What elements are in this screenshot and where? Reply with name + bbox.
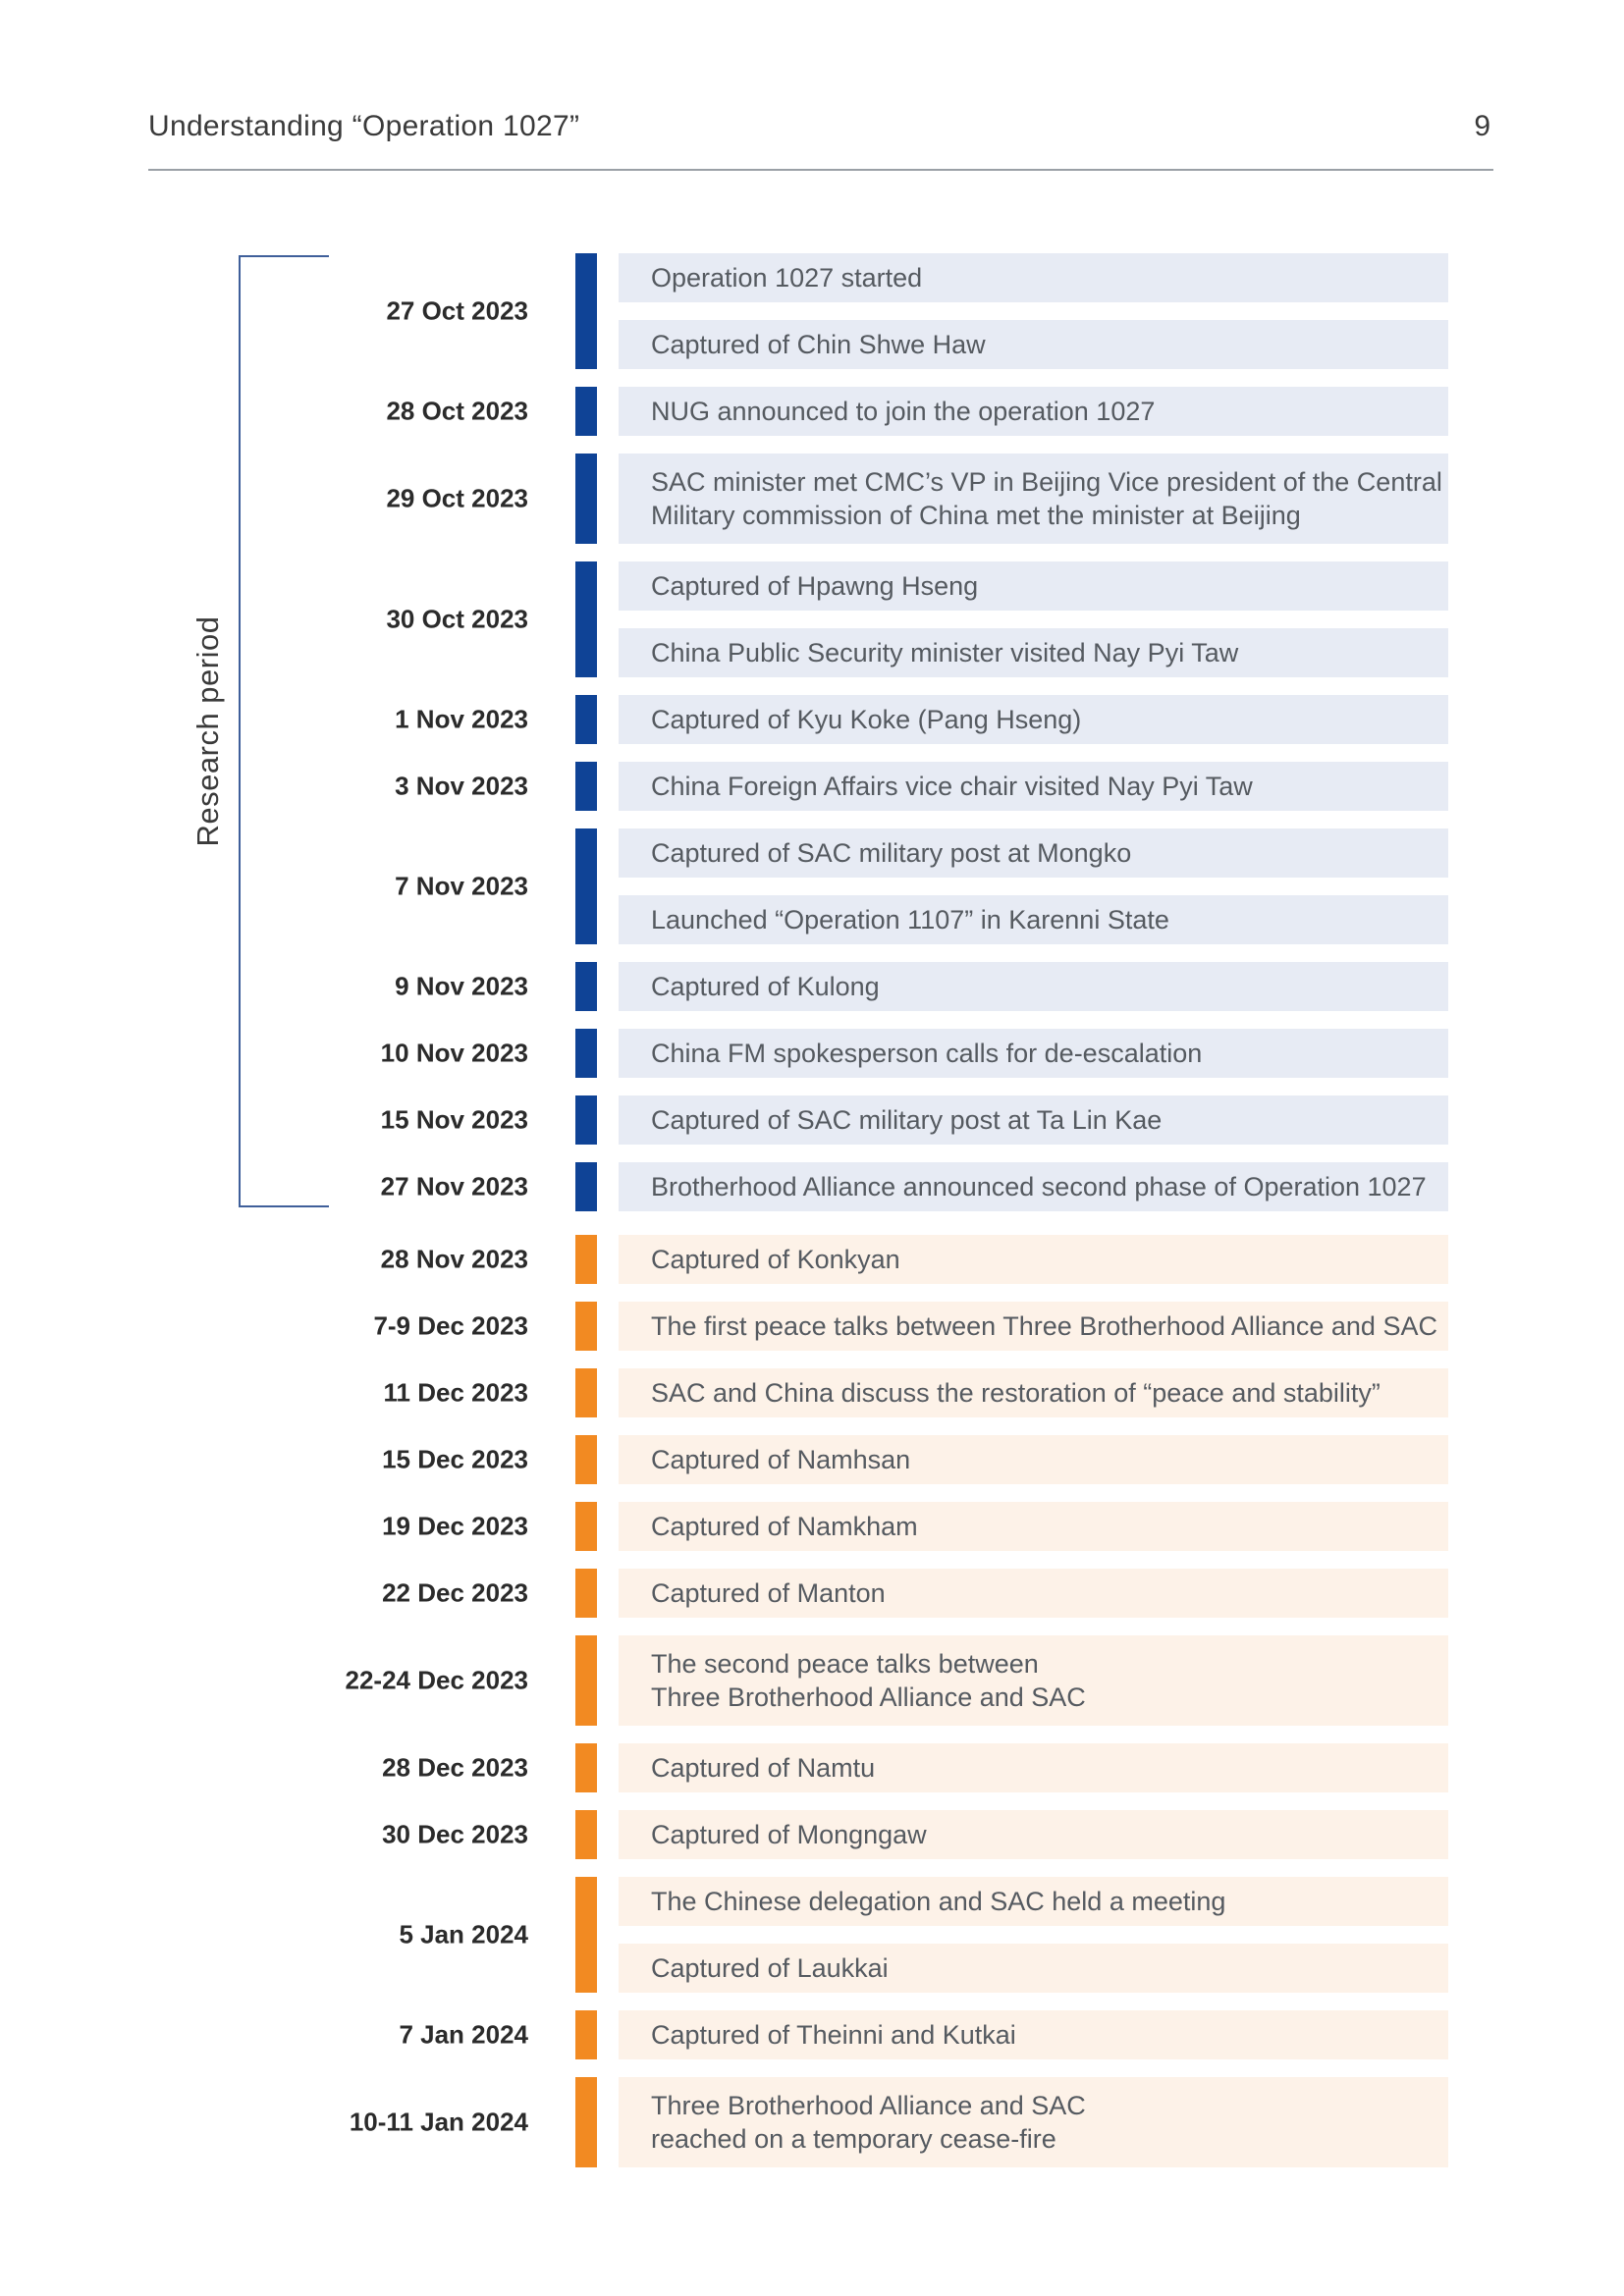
timeline-event-text: Captured of Namhsan (651, 1445, 911, 1474)
timeline-event (619, 762, 1448, 811)
timeline-event (619, 895, 1448, 944)
timeline-marker-bar (575, 962, 597, 1011)
timeline-event (619, 1877, 1448, 1926)
timeline-date: 5 Jan 2024 (399, 1919, 528, 1949)
timeline-date: 7 Jan 2024 (399, 2019, 528, 2050)
timeline-event-text: Brotherhood Alliance announced second phase of Operation 1027 (651, 1172, 1427, 1201)
timeline-date: 22 Dec 2023 (382, 1577, 528, 1608)
page-number: 9 (1474, 110, 1490, 142)
timeline-marker-bar (575, 387, 597, 436)
timeline-event (619, 1029, 1448, 1078)
timeline-event-text: China FM spokesperson calls for de-escalation (651, 1039, 1203, 1068)
timeline-event (619, 1095, 1448, 1145)
timeline-event-text: China Public Security minister visited Nay Pyi Taw (651, 638, 1239, 667)
timeline-event-text: Captured of Theinni and Kutkai (651, 2020, 1016, 2050)
timeline-event-text: Captured of Namtu (651, 1753, 876, 1783)
header-divider (148, 169, 1493, 171)
timeline-event (619, 1435, 1448, 1484)
timeline-marker-bar (575, 1502, 597, 1551)
timeline-marker-bar (575, 561, 597, 677)
timeline-date: 15 Nov 2023 (380, 1104, 528, 1135)
timeline-marker-bar (575, 1029, 597, 1078)
timeline-date: 22-24 Dec 2023 (345, 1665, 528, 1695)
timeline-date: 7 Nov 2023 (395, 871, 528, 901)
timeline-marker-bar (575, 1743, 597, 1792)
timeline-event (619, 387, 1448, 436)
timeline-event (619, 695, 1448, 744)
timeline-event-text: Captured of Chin Shwe Haw (651, 330, 986, 359)
timeline-event-text: Captured of Kyu Koke (Pang Hseng) (651, 705, 1082, 734)
timeline-marker-bar (575, 1569, 597, 1618)
timeline-event (619, 253, 1448, 302)
timeline-event (619, 1810, 1448, 1859)
timeline-date: 10 Nov 2023 (380, 1038, 528, 1068)
timeline-date: 28 Nov 2023 (380, 1244, 528, 1274)
timeline-event (619, 628, 1448, 677)
timeline-event (619, 962, 1448, 1011)
timeline-event (619, 1368, 1448, 1417)
timeline-date: 28 Dec 2023 (382, 1752, 528, 1783)
timeline-event-text: Captured of Kulong (651, 972, 880, 1001)
timeline-event-text: Captured of Konkyan (651, 1245, 900, 1274)
timeline-event-text: Launched “Operation 1107” in Karenni State (651, 905, 1169, 934)
timeline-event-text: Captured of SAC military post at Mongko (651, 838, 1132, 868)
timeline-date: 27 Nov 2023 (380, 1171, 528, 1201)
timeline-marker-bar (575, 1635, 597, 1726)
timeline-event-text: Three Brotherhood Alliance and SAC reached on a temporary cease-fire (651, 2091, 1086, 2154)
timeline-event-text: NUG announced to join the operation 1027 (651, 397, 1156, 426)
timeline-date: 27 Oct 2023 (386, 295, 528, 326)
timeline-marker-bar (575, 454, 597, 544)
timeline-event-text: The second peace talks between Three Brotherhood Alliance and SAC (651, 1649, 1086, 1712)
timeline-date: 10-11 Jan 2024 (349, 2107, 528, 2137)
timeline-marker-bar (575, 1302, 597, 1351)
timeline-date: 15 Dec 2023 (382, 1444, 528, 1474)
timeline-date: 30 Dec 2023 (382, 1819, 528, 1849)
timeline-marker-bar (575, 253, 597, 369)
timeline-event (619, 2077, 1448, 2167)
timeline-marker-bar (575, 762, 597, 811)
timeline-event (619, 1743, 1448, 1792)
timeline-event (619, 1944, 1448, 1993)
timeline-event-text: Captured of Manton (651, 1578, 886, 1608)
timeline-date: 29 Oct 2023 (386, 483, 528, 513)
timeline-event (619, 1502, 1448, 1551)
timeline-event-text: Captured of SAC military post at Ta Lin Kae (651, 1105, 1163, 1135)
timeline-date: 3 Nov 2023 (395, 771, 528, 801)
timeline-date: 7-9 Dec 2023 (373, 1310, 528, 1341)
timeline-date: 9 Nov 2023 (395, 971, 528, 1001)
timeline-marker-bar (575, 1877, 597, 1993)
timeline-event-text: Captured of Mongngaw (651, 1820, 927, 1849)
timeline-event (619, 454, 1448, 544)
timeline-marker-bar (575, 695, 597, 744)
timeline-marker-bar (575, 1095, 597, 1145)
timeline-event-text: The Chinese delegation and SAC held a meeting (651, 1887, 1226, 1916)
timeline-event (619, 1635, 1448, 1726)
timeline-event-text: SAC and China discuss the restoration of “peace and stability” (651, 1378, 1380, 1408)
timeline-event (619, 1235, 1448, 1284)
timeline-event (619, 2010, 1448, 2059)
research-period-bracket (239, 255, 329, 1207)
timeline-event (619, 1302, 1448, 1351)
timeline-marker-bar (575, 2010, 597, 2059)
timeline-date: 28 Oct 2023 (386, 396, 528, 426)
timeline-event-text: China Foreign Affairs vice chair visited Nay Pyi Taw (651, 772, 1253, 801)
timeline-date: 30 Oct 2023 (386, 604, 528, 634)
document-title: Understanding “Operation 1027” (148, 110, 580, 142)
timeline-event (619, 828, 1448, 878)
timeline-event-text: Captured of Namkham (651, 1512, 918, 1541)
timeline-event (619, 1162, 1448, 1211)
timeline-marker-bar (575, 1435, 597, 1484)
timeline-event (619, 320, 1448, 369)
timeline-event (619, 561, 1448, 611)
timeline-marker-bar (575, 1368, 597, 1417)
timeline-marker-bar (575, 2077, 597, 2167)
research-period-label: Research period (190, 615, 225, 847)
timeline-event-text: Captured of Laukkai (651, 1953, 889, 1983)
timeline-event-text: Captured of Hpawng Hseng (651, 571, 979, 601)
timeline-date: 1 Nov 2023 (395, 704, 528, 734)
timeline-event-text: The first peace talks between Three Brotherhood Alliance and SAC (651, 1311, 1437, 1341)
timeline-event-text: SAC minister met CMC’s VP in Beijing Vice president of the Central Military commission of China met the minister at Beijing (651, 467, 1442, 530)
timeline-marker-bar (575, 828, 597, 944)
timeline-marker-bar (575, 1235, 597, 1284)
timeline-event-text: Operation 1027 started (651, 263, 923, 293)
timeline-event (619, 1569, 1448, 1618)
timeline-date: 11 Dec 2023 (383, 1377, 528, 1408)
timeline-date: 19 Dec 2023 (382, 1511, 528, 1541)
timeline-marker-bar (575, 1810, 597, 1859)
timeline-marker-bar (575, 1162, 597, 1211)
